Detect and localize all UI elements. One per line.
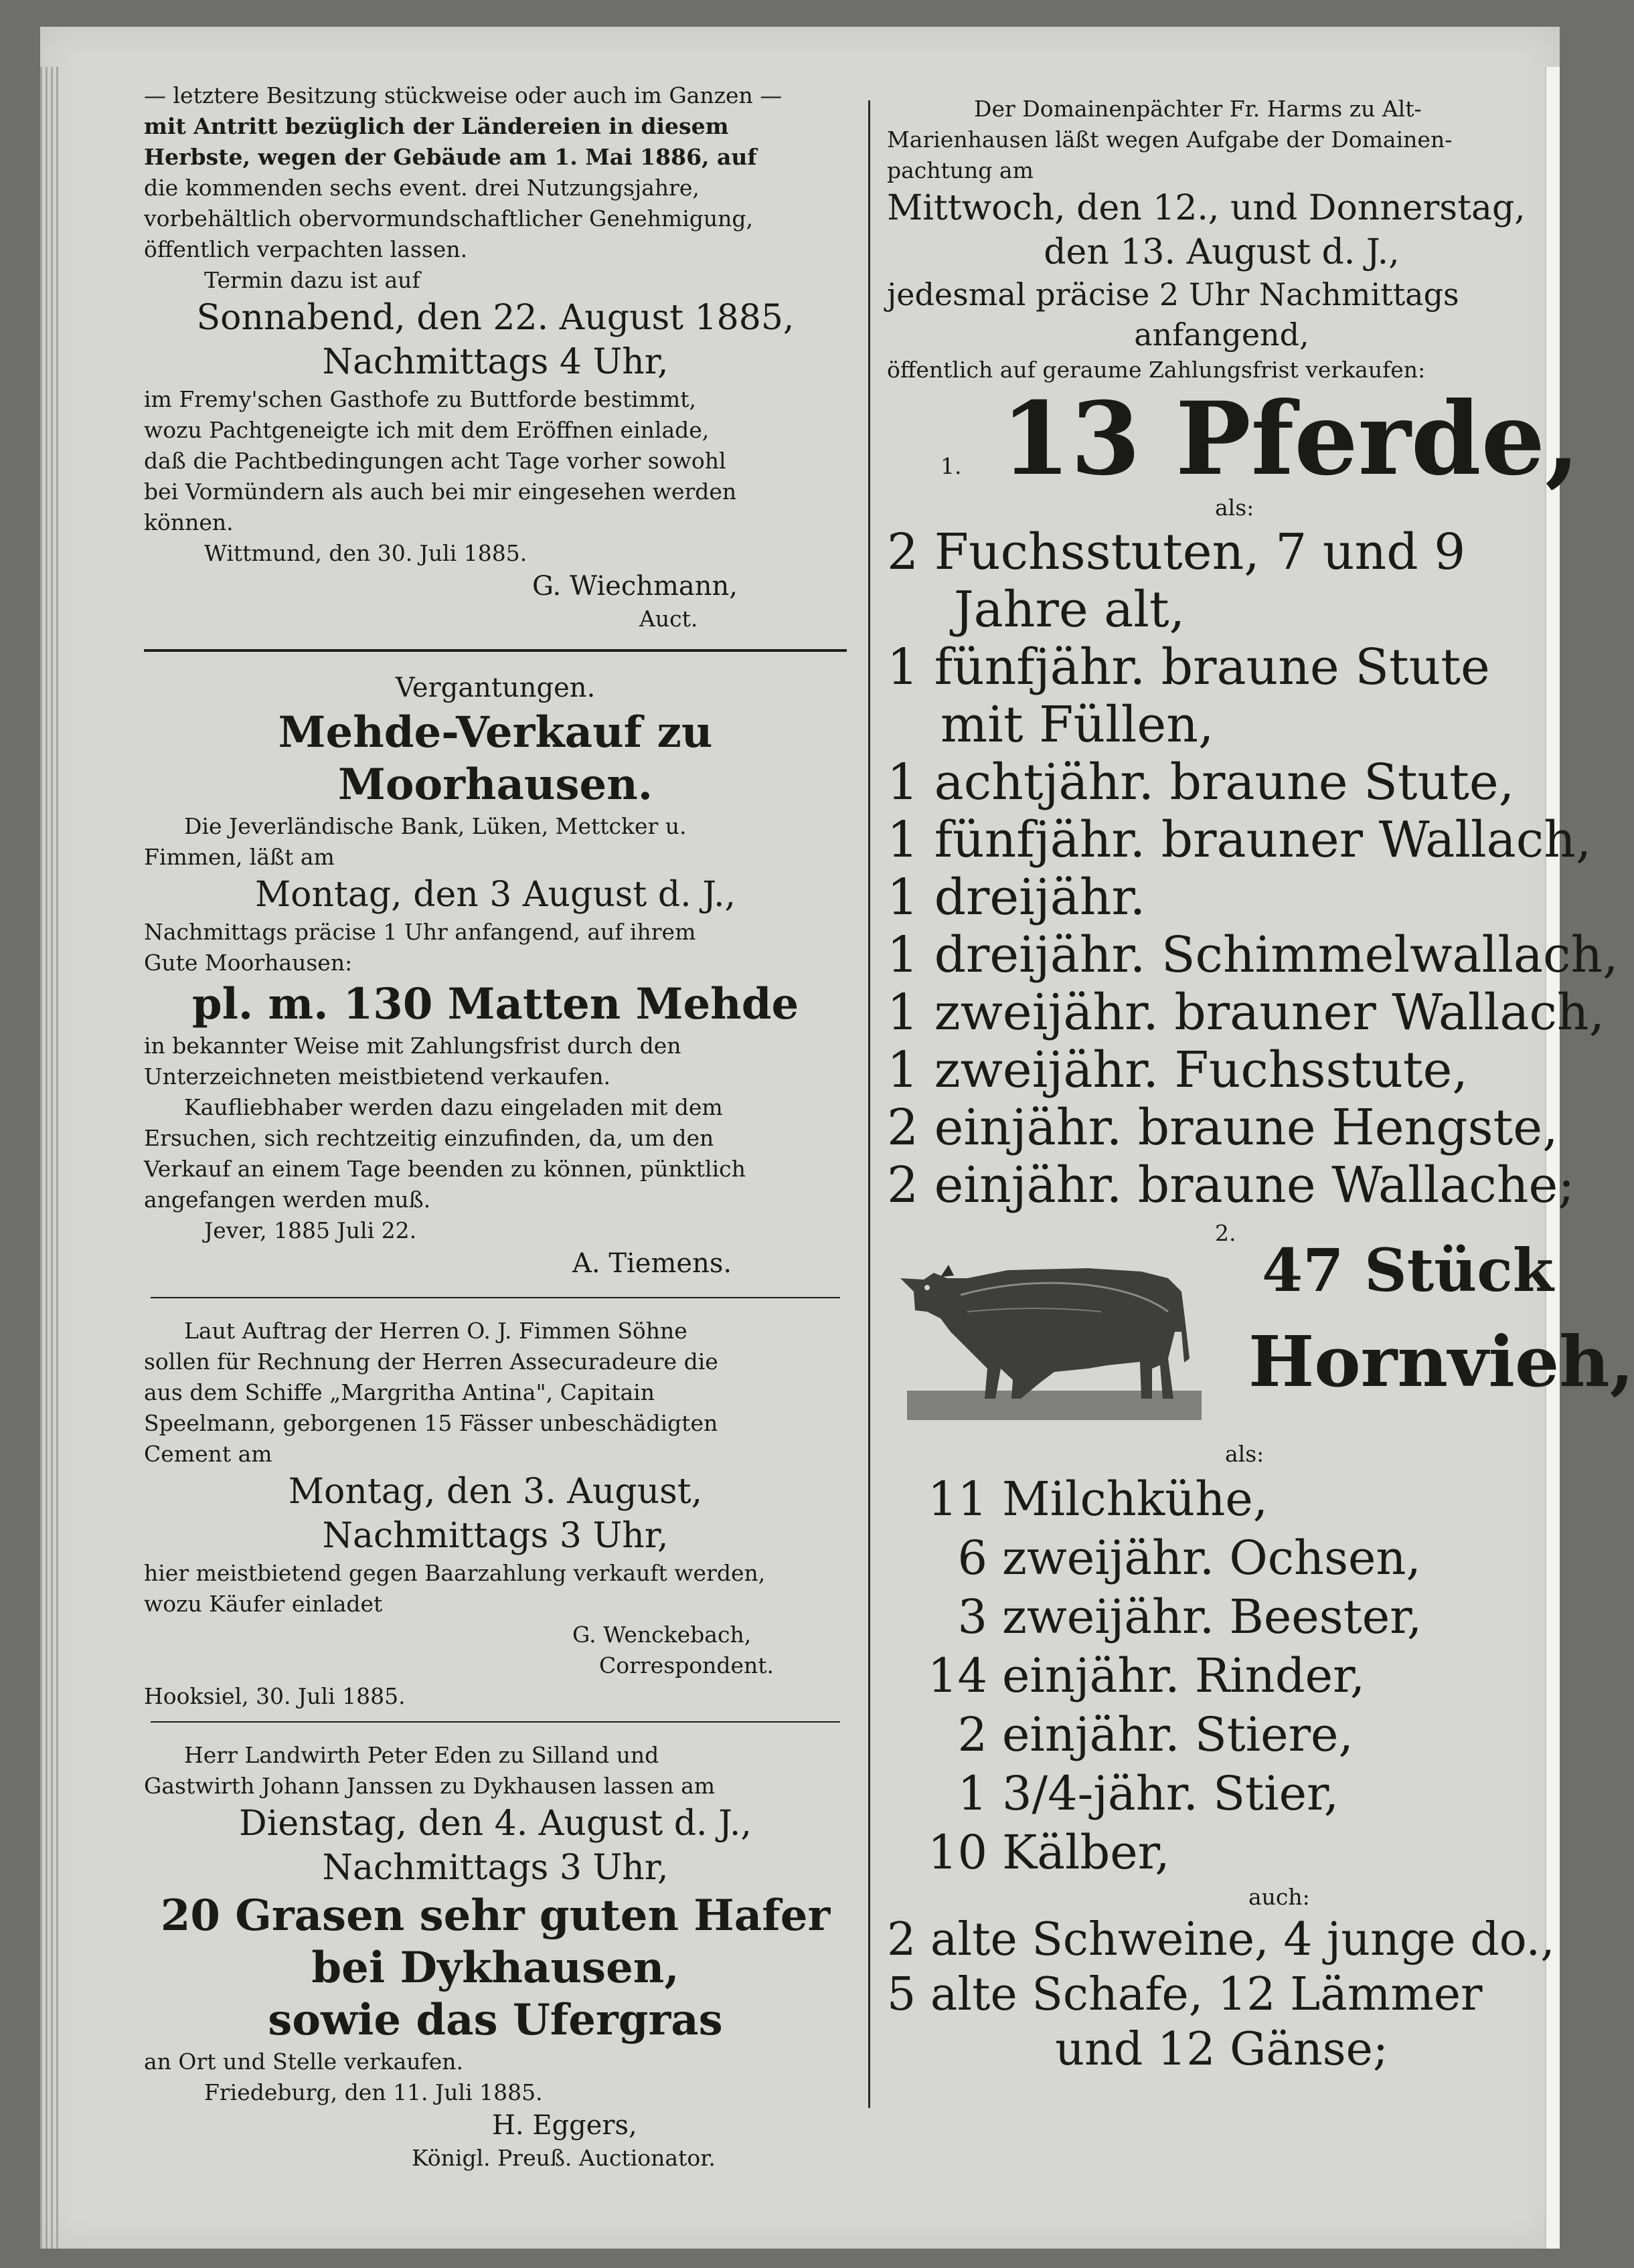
text-line: Kaufliebhaber werden dazu eingeladen mit dem: [184, 1094, 723, 1120]
text-line: die kommenden sechs event. drei Nutzungsjahre,: [144, 175, 700, 201]
item-count: 11: [927, 1472, 987, 1526]
signature: H. Eggers,: [492, 2110, 637, 2141]
list-item: 1 fünfjähr. braune Stute: [887, 638, 1490, 696]
place-date: Jever, 1885 Juli 22.: [204, 1217, 417, 1243]
ad-title: Mehde-Verkauf zu Moorhausen.: [278, 707, 713, 810]
text-line: angefangen werden muß.: [144, 1187, 431, 1213]
text-line: vorbehältlich obervormundschaftlicher Genehmigung,: [144, 205, 753, 232]
auction-date: Montag, den 3 August d. J.,: [254, 875, 736, 915]
list-item: 2 einjähr. braune Wallache;: [887, 1156, 1575, 1214]
auction-time: jedesmal präcise 2 Uhr Nachmittags: [887, 276, 1459, 313]
item-count: 10: [927, 1825, 987, 1880]
list-item: 2 einjähr. braune Hengste,: [887, 1099, 1558, 1156]
item-label: zweijähr. Beester,: [1002, 1589, 1422, 1644]
list-item: [887, 1705, 1556, 1764]
right-column: [887, 94, 1634, 2077]
list-item: 2 alte Schweine, 4 junge do.,: [887, 1913, 1555, 1966]
cement-advertisement: [144, 1316, 847, 1712]
list-item: 1 zweijähr. Fuchsstute,: [887, 1041, 1468, 1099]
auction-time: Nachmittags 3 Uhr,: [322, 1516, 669, 1556]
separator-rule: [144, 649, 847, 652]
list-item: und 12 Gänse;: [1055, 2023, 1388, 2076]
item-label: einjähr. Stiere,: [1002, 1707, 1354, 1762]
auction-date: Montag, den 3. August,: [288, 1472, 703, 1512]
column-divider: [868, 100, 870, 2108]
text-line: im Fremy'schen Gasthofe zu Buttforde bestimmt,: [144, 386, 696, 412]
item-count: 1: [957, 1766, 987, 1821]
text-line: daß die Pachtbedingungen acht Tage vorher sowohl: [144, 448, 726, 474]
text-line: Ersuchen, sich rechtzeitig einzufinden, da, um den: [144, 1125, 714, 1151]
text-line: aus dem Schiffe „Margritha Antina", Capitain: [144, 1379, 655, 1405]
text-line: öffentlich auf geraume Zahlungsfrist verkaufen:: [887, 357, 1426, 383]
list-item: 1 zweijähr. brauner Wallach,: [887, 984, 1605, 1041]
list-item: 1 achtjähr. braune Stute,: [887, 754, 1515, 811]
place-date: Wittmund, den 30. Juli 1885.: [204, 540, 527, 566]
list-item: [887, 1587, 1556, 1646]
text-line: wozu Käufer einladet: [144, 1591, 383, 1617]
text-line: pachtung am: [887, 157, 1034, 183]
section-number: 2.: [1215, 1220, 1236, 1246]
text-line: mit Antritt bezüglich der Ländereien in diesem: [144, 113, 729, 139]
text-line: bei Vormündern als auch bei mir eingesehen werden: [144, 478, 737, 505]
signature-role: Correspondent.: [599, 1652, 774, 1678]
auch-label: auch:: [1248, 1884, 1310, 1910]
ad-headline: sowie das Ufergras: [268, 1995, 723, 2045]
list-item: 1 fünfjähr. brauner Wallach,: [887, 811, 1592, 869]
text-line: Termin dazu ist auf: [204, 267, 420, 293]
als-label: als:: [1215, 495, 1254, 521]
text-line: Cement am: [144, 1441, 272, 1467]
auction-date: Sonnabend, den 22. August 1885,: [196, 298, 795, 338]
item-count: 3: [957, 1589, 987, 1644]
item-label: zweijähr. Ochsen,: [1002, 1531, 1421, 1585]
text-line: Gute Moorhausen:: [144, 950, 353, 976]
text-line: Nachmittags präcise 1 Uhr anfangend, auf ihrem: [144, 919, 696, 945]
auction-date: Mittwoch, den 12., und Donnerstag,: [887, 188, 1526, 228]
auction-time: Nachmittags 4 Uhr,: [322, 342, 669, 382]
mehde-advertisement: [144, 669, 847, 1281]
section-title: Hornvieh,: [1248, 1320, 1634, 1403]
text-line: wozu Pachtgeneigte ich mit dem Eröffnen einlade,: [144, 417, 710, 443]
text-line: sollen für Rechnung der Herren Assecuradeure die: [144, 1348, 718, 1375]
als-label: als:: [1225, 1441, 1264, 1467]
place-date: Hooksiel, 30. Juli 1885.: [144, 1683, 406, 1709]
list-item: mit Füllen,: [941, 696, 1214, 754]
text-line: in bekannter Weise mit Zahlungsfrist durch den: [144, 1033, 681, 1059]
section-title: 47 Stück: [1262, 1235, 1554, 1305]
text-line: Der Domainenpächter Fr. Harms zu Alt-: [974, 96, 1422, 122]
auction-time: anfangend,: [1134, 317, 1309, 353]
text-line: hier meistbietend gegen Baarzahlung verkauft werden,: [144, 1560, 766, 1586]
item-label: 3/4-jähr. Stier,: [1002, 1766, 1339, 1821]
separator-rule: [151, 1721, 840, 1723]
lease-advertisement: [144, 80, 847, 634]
text-line: Speelmann, geborgenen 15 Fässer unbeschädigten: [144, 1410, 718, 1436]
list-item: [887, 1529, 1556, 1587]
cattle-list: [887, 1470, 1556, 1882]
ad-headline: pl. m. 130 Matten Mehde: [191, 979, 799, 1029]
text-line: — letztere Besitzung stückweise oder auch im Ganzen —: [144, 82, 783, 108]
text-line: Fimmen, läßt am: [144, 844, 335, 870]
text-line: Herbste, wegen der Gebäude am 1. Mai 1886, auf: [144, 144, 757, 170]
auction-date: Dienstag, den 4. August d. J.,: [239, 1804, 752, 1844]
item-label: Kälber,: [1002, 1825, 1170, 1880]
auction-time: Nachmittags 3 Uhr,: [322, 1848, 669, 1888]
text-line: Herr Landwirth Peter Eden zu Silland und: [184, 1742, 659, 1768]
text-line: Verkauf an einem Tage beenden zu können, pünktlich: [144, 1156, 746, 1182]
text-line: Die Jeverländische Bank, Lüken, Mettcker u.: [184, 813, 687, 839]
signature: G. Wiechmann,: [532, 571, 738, 602]
list-item: [887, 1823, 1556, 1882]
cow-illustration: [887, 1231, 1222, 1432]
item-count: 6: [957, 1531, 987, 1585]
signature-role: Auct.: [639, 606, 698, 632]
separator-rule: [151, 1297, 840, 1298]
oats-advertisement: [144, 1740, 847, 2174]
list-item: 2 Fuchsstuten, 7 und 9: [887, 523, 1466, 581]
list-item: 1 dreijähr. Schimmelwallach,: [887, 926, 1619, 984]
left-column: [144, 80, 847, 2174]
text-line: öffentlich verpachten lassen.: [144, 236, 468, 262]
list-item: [887, 1764, 1556, 1823]
list-item: Jahre alt,: [954, 581, 1186, 638]
section-title: 13 Pferde,: [1001, 380, 1580, 498]
signature: G. Wenckebach,: [572, 1622, 752, 1648]
horses-heading: [887, 380, 1580, 498]
text-line: Gastwirth Johann Janssen zu Dykhausen lassen am: [144, 1773, 716, 1799]
item-label: einjähr. Rinder,: [1002, 1648, 1366, 1703]
text-line: Marienhausen läßt wegen Aufgabe der Domainen-: [887, 126, 1453, 153]
place-date: Friedeburg, den 11. Juli 1885.: [204, 2079, 543, 2105]
auction-date: den 13. August d. J.,: [1044, 232, 1400, 272]
ad-headline: bei Dykhausen,: [311, 1943, 679, 1993]
section-number: 1.: [941, 453, 962, 479]
text-line: an Ort und Stelle verkaufen.: [144, 2048, 464, 2075]
list-item: [887, 1646, 1556, 1705]
page-edge: [56, 67, 62, 2249]
item-count: 2: [957, 1707, 987, 1762]
horse-list: [887, 523, 1619, 1214]
cattle-heading: [887, 1218, 1634, 1439]
signature: A. Tiemens.: [572, 1248, 732, 1279]
text-line: Laut Auftrag der Herren O. J. Fimmen Söhne: [184, 1318, 687, 1344]
text-line: können.: [144, 509, 234, 535]
ad-headline: 20 Grasen sehr guten Hafer: [160, 1891, 831, 1941]
list-item: 1 dreijähr.: [887, 869, 1146, 926]
section-heading: Vergantungen.: [395, 673, 596, 703]
list-item: [887, 1470, 1556, 1529]
item-label: Milchkühe,: [1002, 1472, 1268, 1526]
signature-role: Königl. Preuß. Auctionator.: [412, 2145, 716, 2171]
item-count: 14: [927, 1648, 987, 1703]
text-line: Unterzeichneten meistbietend verkaufen.: [144, 1063, 610, 1089]
list-item: 5 alte Schafe, 12 Lämmer: [887, 1968, 1483, 2021]
